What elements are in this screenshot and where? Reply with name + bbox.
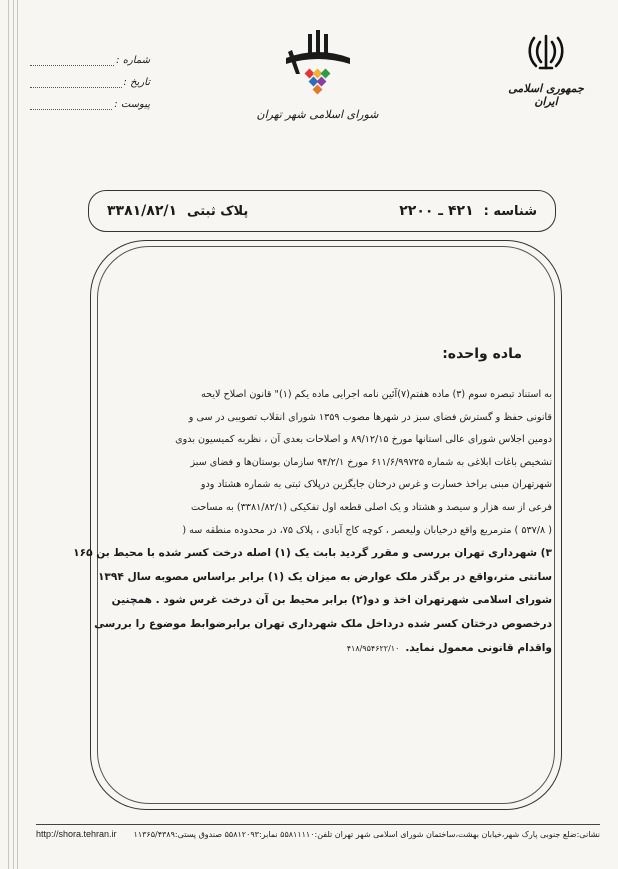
meta-date-row <box>30 66 150 88</box>
letter-meta <box>30 44 150 110</box>
reference-number: ۴۱۸/۹۵۴۶۲۲/۱۰ <box>346 643 400 653</box>
body-last-line <box>114 637 552 661</box>
body-line-bold: ۳) شهرداری تهران بررسی و مقرر گردید بابت یک (۱) اصله درخت کسر شده با محیط بن ۱۶۵ <box>73 547 552 560</box>
scan-artifact-line <box>13 0 14 869</box>
meta-date-label: تاریخ : <box>123 77 150 88</box>
plak-value: ۳۳۸۱/۸۲/۱ <box>107 203 178 219</box>
meta-attachment-row <box>30 88 150 110</box>
body-line: فرعی از سه هزار و سیصد و هشتاد و یک اصلی قطعه اول تفکیکی (۳۳۸۱/۸۲/۱) به مساحت <box>191 501 552 513</box>
body-line: دومین اجلاس شورای عالی استانها مورخ ۸۹/۱۲/۱۵ و اصلاحات بعدی آن ، نظربه کمیسیون بدوی <box>175 434 552 446</box>
shenaseh-label: شناسه : <box>483 203 537 219</box>
meta-attachment-label: پیوست : <box>114 99 150 110</box>
scan-artifact-line <box>8 0 9 869</box>
meta-number-row <box>30 44 150 66</box>
meta-attachment-line <box>30 99 112 110</box>
council-logo-block <box>250 28 385 121</box>
body-line: ( ۵۳۷/۸ ) مترمربع واقع درخیابان ولیعصر ، کوچه کاج آبادی ، پلاک ۷۵، در محدوده منطقه سه ( <box>182 524 552 536</box>
registration-strip <box>88 190 556 232</box>
body-line-bold: شورای اسلامی شهرتهران اخذ و دو(۲) برابر محیط بن آن درخت غرس شود . همچنین <box>111 594 552 607</box>
article-heading: ماده واحده: <box>442 346 522 362</box>
body-line-bold: درخصوص درختان کسر شده درداخل ملک شهرداری تهران برابرضوابط موضوع را بررسی <box>94 617 552 630</box>
emblem-label: جمهوری اسلامی ایران <box>508 82 584 108</box>
footer-website-link[interactable]: http://shora.tehran.ir <box>36 829 117 839</box>
shenaseh-group <box>399 203 537 219</box>
plak-label: پلاک ثبتی <box>187 203 249 219</box>
emblem-block <box>496 30 596 108</box>
body-line-bold: واقدام قانونی معمول نماید. <box>405 641 552 654</box>
council-logo-icon <box>278 28 358 106</box>
meta-number-label: شماره : <box>116 55 150 66</box>
body-line: تشخیص باغات ابلاغی به شماره ۶۱۱/۶/۹۹۷۲۵ مورخ ۹۴/۲/۱ سازمان بوستان‌ها و فضای سبز <box>190 456 552 468</box>
shenaseh-value: ۴۲۱ ـ ۲۲۰۰ <box>399 203 474 219</box>
resolution-body <box>73 384 552 660</box>
body-line: قانونی حفظ و گسترش فضای سبز در شهرها مصوب ۱۳۵۹ شورای انقلاب تصویبی در سی و <box>188 411 552 423</box>
body-line: شهرتهران مبنی براخذ خسارت و غرس درختان جایگزین درپلاک ثبتی به شماره هشتاد ودو <box>200 479 552 491</box>
iran-emblem-icon <box>524 30 568 74</box>
body-line-bold: سانتی متر،واقع در برگذر ملک عوارض به میزان یک (۱) برابر براساس مصوبه سال ۱۳۹۴ <box>97 570 552 583</box>
meta-number-line <box>30 55 114 66</box>
body-line: به استناد تبصره سوم (۳) ماده هفتم(۷)آئین نامه اجرایی ماده یکم (۱)" قانون اصلاح لایحه <box>201 389 552 400</box>
council-logo-label: شورای اسلامی شهر تهران <box>256 108 379 121</box>
plak-group <box>107 203 248 219</box>
footer-address: نشانی:ضلع جنوبی پارک شهر،خیابان بهشت،ساختمان شورای اسلامی شهر تهران تلفن:۵۵۸۱۱۱۱۰ نمابر:۵۵۸۱۲۰۹۳ صندوق پستی:۱۱۳۶۵/۴۳۸۹ <box>133 830 600 839</box>
scan-artifact-line <box>17 0 18 869</box>
footer-divider <box>36 824 600 825</box>
meta-date-line <box>30 77 122 88</box>
